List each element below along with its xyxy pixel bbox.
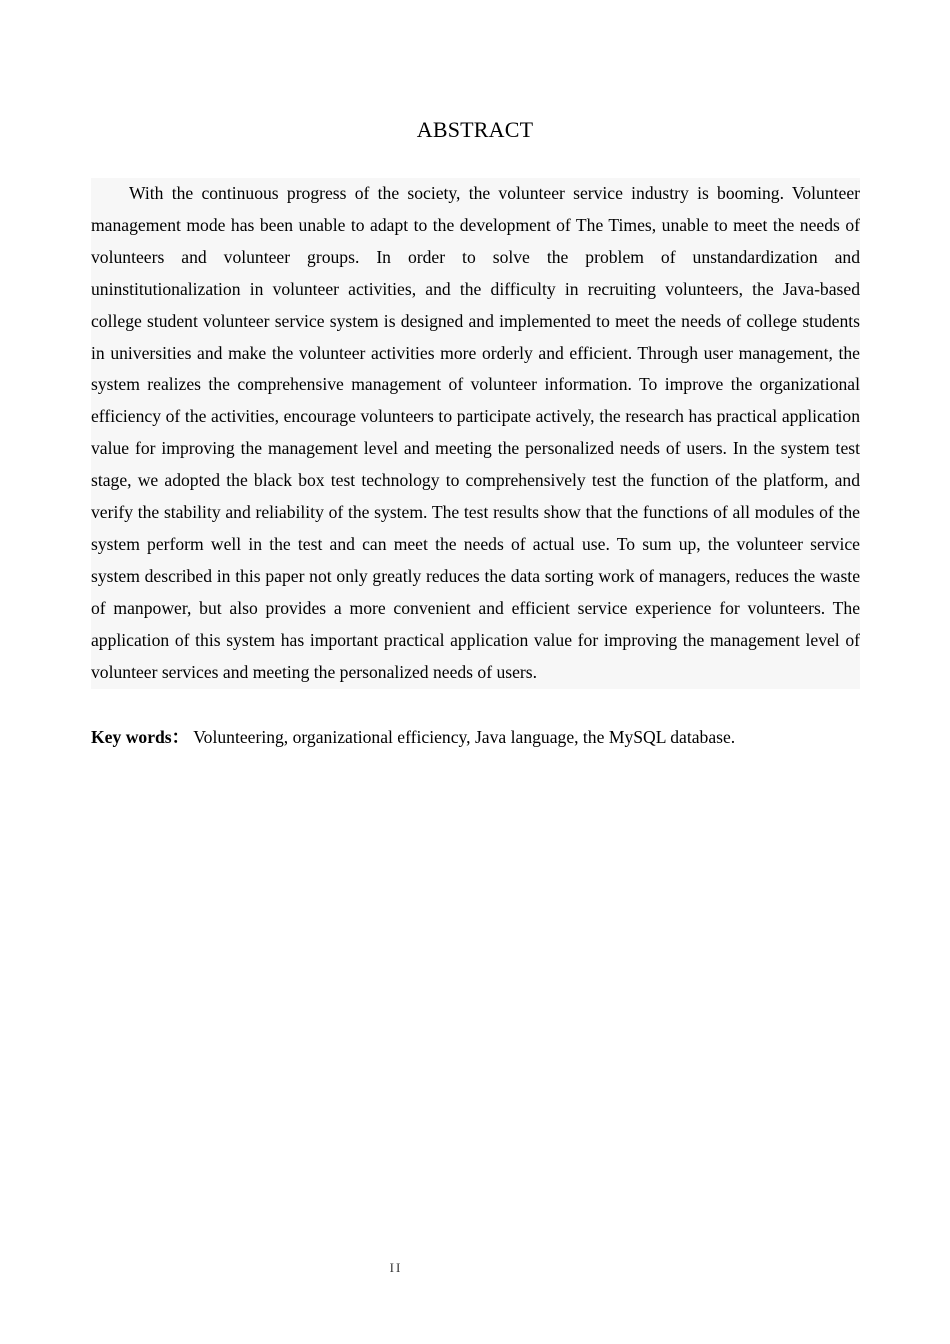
keywords-value: Volunteering, organizational efficiency, Java language, the MySQL database.: [193, 727, 736, 747]
page-title: ABSTRACT: [416, 117, 534, 142]
keywords-label: Key words：: [91, 727, 190, 747]
keywords-line: [91, 722, 860, 752]
page-number: II: [389, 1260, 403, 1275]
abstract-paragraph: With the continuous progress of the society, the volunteer service industry is booming. Volunteer management mode has been unable to adapt to the development of The Times, unable to meet the needs of volunteers and volunteer groups. In order to solve the problem of unstandardization and uninstitutionalization in volunteer activities, and the difficulty in recruiting volunteers, the Java-based college student volunteer service system is designed and implemented to meet the needs of college students in universities and make the volunteer activities more orderly and efficient. Through user management, the system realizes the comprehensive management of volunteer information. To improve the organizational efficiency of the activities, encourage volunteers to participate actively, the research has practical application value for improving the management level and meeting the personalized needs of users. In the system test stage, we adopted the black box test technology to comprehensively test the function of the platform, and verify the stability and reliability of the system. The test results show that the functions of all modules of the system perform well in the test and can meet the needs of actual use. To sum up, the volunteer service system described in this paper not only greatly reduces the data sorting work of managers, reduces the waste of manpower, but also provides a more convenient and efficient service experience for volunteers. The application of this system has important practical application value for improving the management level of volunteer services and meeting the personalized needs of users.: [91, 178, 860, 689]
